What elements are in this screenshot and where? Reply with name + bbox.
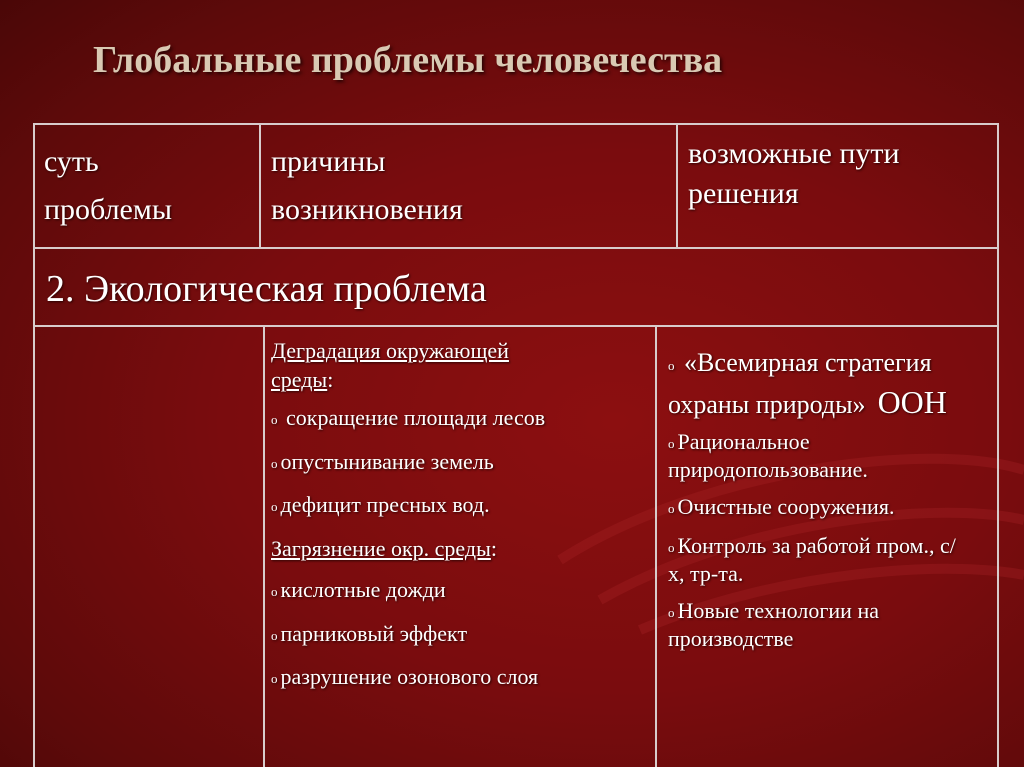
header-cell-causes	[271, 138, 463, 234]
bullet-icon: o	[271, 455, 278, 471]
table-divider-header-bottom	[33, 247, 999, 249]
causes-heading-degradation	[271, 336, 545, 394]
causes-item-text: парниковый эффект	[280, 620, 468, 646]
header-solutions-line2: решения	[688, 177, 799, 210]
causes-heading-pollution	[271, 534, 545, 563]
causes-heading-degradation-colon: :	[327, 367, 334, 392]
bullet-icon: o	[271, 627, 278, 643]
header-solutions-line1: возможные пути	[688, 137, 900, 170]
list-item	[668, 494, 968, 522]
header-causes-line2: возникновения	[271, 193, 463, 226]
solutions-item-text: «Всемирная стратегия охраны природы»	[668, 348, 932, 419]
list-item	[668, 598, 968, 652]
solutions-item-un: ООН	[877, 384, 947, 420]
list-item	[668, 429, 968, 483]
list-item	[271, 619, 545, 650]
solutions-item-text: Очистные сооружения.	[677, 494, 895, 519]
header-causes-line1: причины	[271, 145, 386, 178]
section-title: Экологическая проблема	[84, 268, 487, 310]
header-cell-essence	[44, 138, 172, 234]
header-cell-solutions	[688, 134, 900, 214]
section-number: 2.	[46, 268, 75, 310]
solutions-item-text: Контроль за работой пром., с/х, тр-та.	[668, 533, 956, 586]
bullet-icon: o	[271, 499, 278, 514]
bullet-icon: o	[668, 358, 675, 373]
header-essence-line1: суть	[44, 145, 99, 178]
causes-item-text: опустынивание земель	[280, 448, 494, 474]
causes-list	[271, 336, 545, 693]
bullet-icon: o	[668, 501, 675, 516]
causes-heading-pollution-colon: :	[490, 535, 497, 561]
list-item	[668, 344, 968, 423]
list-item	[271, 662, 545, 693]
causes-cell	[271, 336, 545, 706]
bullet-icon: o	[668, 436, 675, 451]
table-divider-section-bottom	[33, 325, 999, 327]
list-item	[271, 575, 545, 606]
causes-item-text: сокращение площади лесов	[280, 405, 546, 430]
bullet-icon: o	[271, 412, 278, 427]
list-item	[271, 403, 545, 434]
slide-title: Глобальные проблемы человечества	[93, 39, 723, 81]
list-item	[271, 447, 545, 478]
solutions-item-text: Новые технологии на производстве	[668, 598, 879, 651]
table-divider-body-col2	[655, 325, 657, 767]
causes-heading-degradation-line2: среды	[271, 367, 328, 392]
causes-item-text: дефицит пресных вод.	[280, 492, 490, 517]
table-divider-header-col1	[259, 123, 261, 247]
bullet-icon: o	[271, 584, 278, 599]
header-essence-line2: проблемы	[44, 193, 172, 226]
causes-heading-degradation-line1: Деградация окружающей	[271, 338, 509, 363]
bullet-icon: o	[271, 671, 278, 686]
causes-item-text: разрушение озонового слоя	[280, 664, 539, 689]
bullet-icon: o	[668, 540, 675, 555]
solutions-cell	[668, 344, 968, 663]
table-divider-header-col2	[676, 123, 678, 247]
solutions-item-text: Рациональное природопользование.	[668, 429, 868, 482]
causes-item-text: кислотные дожди	[280, 577, 446, 602]
solutions-list	[668, 344, 968, 652]
bullet-icon: o	[668, 605, 675, 620]
causes-heading-pollution-text: Загрязнение окр. среды	[271, 535, 491, 561]
table-divider-body-col1	[263, 325, 265, 767]
list-item	[668, 533, 968, 587]
list-item	[271, 490, 545, 521]
section-row-ecological-problem	[46, 264, 487, 314]
